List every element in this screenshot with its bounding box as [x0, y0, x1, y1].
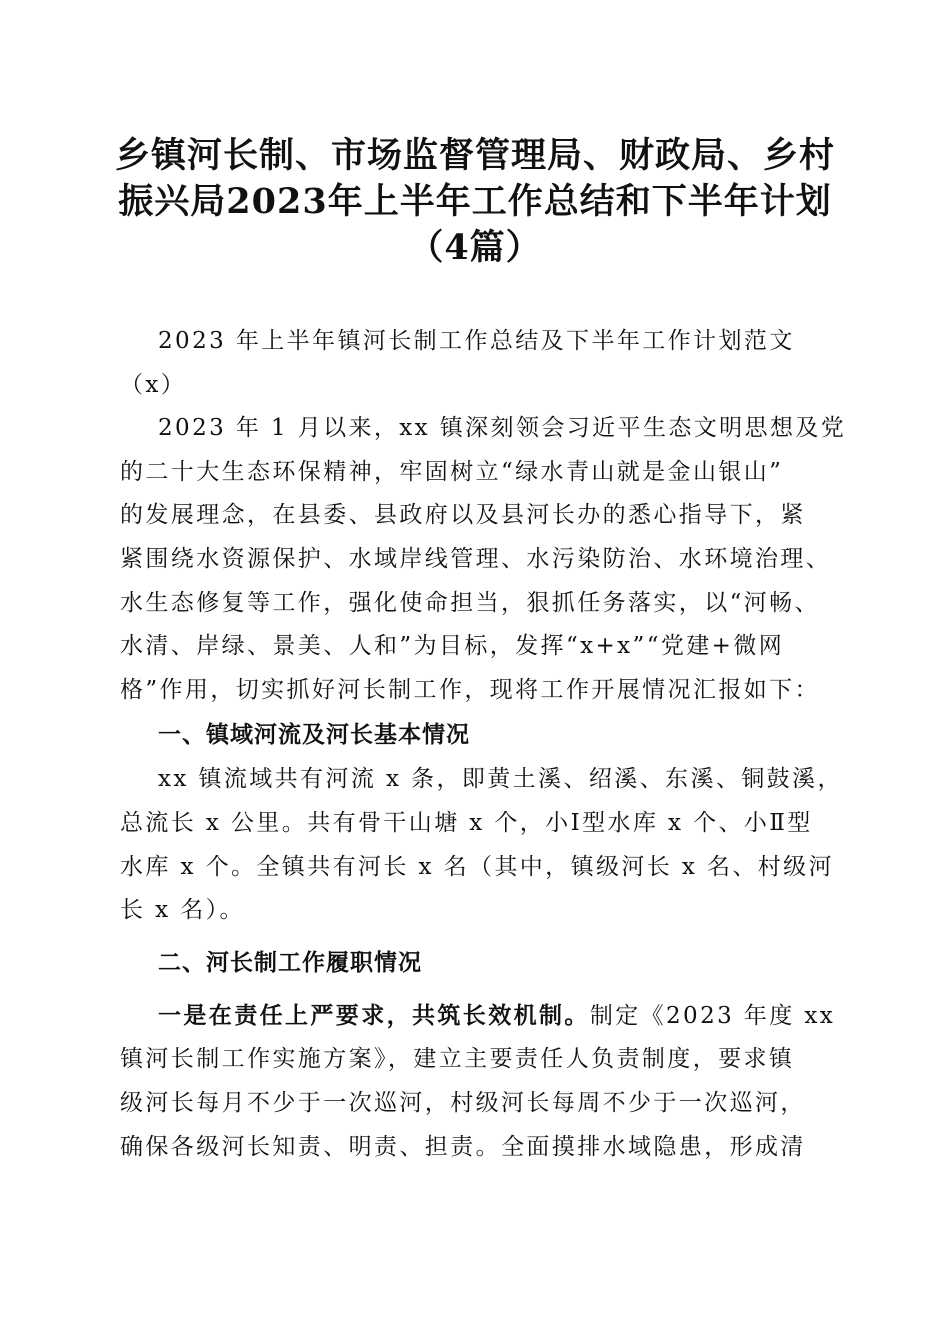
- title-line-3: （4篇）: [408, 227, 542, 268]
- intro-line-7: 格”作用，切实抓好河长制工作，现将工作开展情况汇报如下：: [120, 676, 820, 703]
- intro-line-3: 的发展理念，在县委、县政府以及县河长办的悉心指导下，紧: [120, 502, 806, 529]
- intro-line-2: 的二十大生态环保精神，牢固树立“绿水青山就是金山银山”: [120, 458, 784, 485]
- title-line-1: 乡镇河长制、市场监督管理局、财政局、乡村: [114, 135, 835, 176]
- section-1-heading: 一、镇域河流及河长基本情况: [158, 722, 470, 749]
- subtitle-line-1: 2023 年上半年镇河长制工作总结及下半年工作计划范文: [158, 328, 795, 354]
- section-1-paragraph: [120, 758, 843, 932]
- section-1-line-4: 长 x 名）。: [120, 897, 245, 924]
- section-2-line-2: 镇河长制工作实施方案》，建立主要责任人负责制度，要求镇: [120, 1046, 795, 1073]
- section-2-line-4: 确保各级河长知责、明责、担责。全面摸排水域隐患，形成清: [120, 1133, 806, 1160]
- intro-line-4: 紧围绕水资源保护、水域岸线管理、水污染防治、水环境治理、: [120, 545, 832, 572]
- document-title: [100, 133, 850, 271]
- title-line-2: 振兴局2023年上半年工作总结和下半年计划: [118, 181, 832, 222]
- subtitle-line-2: （x）: [120, 371, 187, 398]
- intro-line-5: 水生态修复等工作，强化使命担当，狠抓任务落实，以“河畅、: [120, 589, 820, 616]
- intro-line-1: 2023 年 1 月以来，xx 镇深刻领会习近平生态文明思想及党: [158, 415, 847, 442]
- section-2-paragraph: [120, 994, 836, 1169]
- section-1-line-3: 水库 x 个。全镇共有河长 x 名（其中，镇级河长 x 名、村级河: [120, 853, 834, 880]
- intro-paragraph: [120, 407, 847, 712]
- section-2-line-3: 级河长每月不少于一次巡河，村级河长每周不少于一次巡河，: [120, 1089, 806, 1116]
- section-2-lead: 一是在责任上严要求，共筑长效机制。: [158, 1001, 590, 1029]
- section-2-line-1: [120, 994, 836, 1039]
- section-2-heading: 二、河长制工作履职情况: [158, 949, 422, 976]
- intro-line-6: 水清、岸绿、景美、人和”为目标，发挥“x+x”“党建+微网: [120, 633, 785, 660]
- subtitle-paragraph: [120, 320, 832, 407]
- document-body: [120, 320, 847, 1169]
- section-2-line-1-rest: 制定《2023 年度 xx: [589, 1002, 836, 1029]
- section-1-line-2: 总流长 x 公里。共有骨干山塘 x 个，小Ⅰ型水库 x 个、小Ⅱ型: [120, 809, 813, 836]
- section-1-line-1: xx 镇流域共有河流 x 条，即黄土溪、绍溪、东溪、铜鼓溪，: [158, 766, 843, 793]
